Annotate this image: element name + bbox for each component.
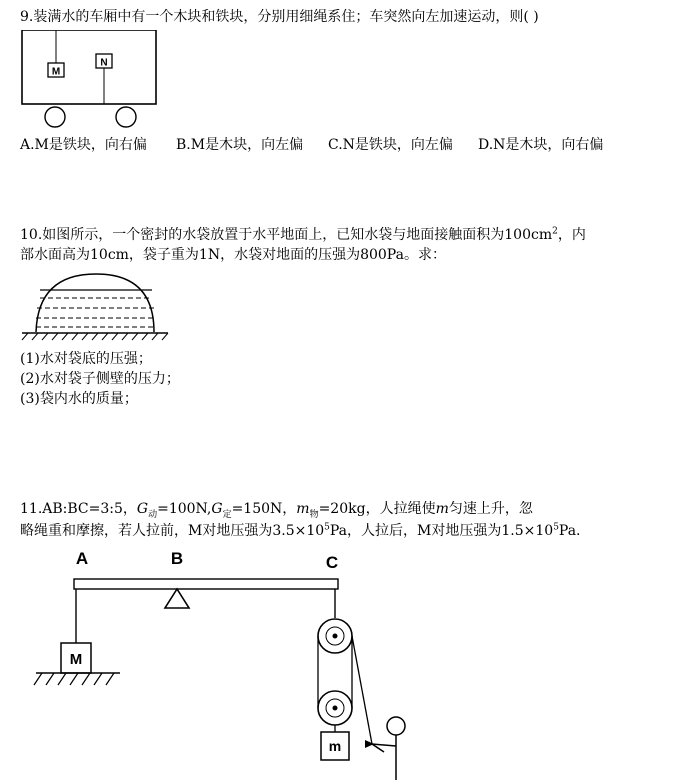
q10-stem-tail: ，内 bbox=[557, 227, 586, 243]
q10-part-1: (1)水对袋底的压强； bbox=[20, 351, 152, 367]
q10-stem-text: 10.如图所示，一个密封的水袋放置于水平地面上，已知水袋与地面接触面积为100cm bbox=[20, 227, 553, 243]
q10-area-exponent: 2 bbox=[552, 226, 558, 237]
person bbox=[372, 717, 405, 780]
q10-part-2: (2)水对袋子侧壁的压力； bbox=[20, 371, 180, 387]
rope-to-person bbox=[352, 636, 372, 744]
q11-line1-end: 匀速上升，忽 bbox=[448, 501, 533, 517]
q11-m-wu-sub: 物 bbox=[309, 509, 319, 520]
q10-water-bag-figure bbox=[20, 266, 170, 341]
q11-g-dong: G bbox=[136, 501, 149, 517]
q9-option-c: C.N是铁块，向左偏 bbox=[328, 137, 453, 153]
wheel-left bbox=[45, 107, 65, 127]
q9-option-d: D.N是木块，向右偏 bbox=[478, 137, 604, 153]
wheel-right bbox=[116, 107, 136, 127]
q11-stem-line2 bbox=[20, 522, 581, 540]
q11-line2-b: Pa，人拉后，M对地压强为1.5×10 bbox=[329, 523, 554, 539]
label-c: C bbox=[325, 553, 339, 572]
q9-cart-figure bbox=[20, 30, 170, 130]
q11-m-wu-val: =20kg，人拉绳使 bbox=[318, 501, 436, 517]
q11-exp-1: 5 bbox=[324, 522, 330, 533]
person-hand bbox=[365, 740, 374, 748]
lever-bar bbox=[74, 579, 338, 589]
water-bag-outline bbox=[36, 274, 154, 332]
q10-stem-line2: 部水面高为10cm，袋子重为1N，水袋对地面的压强为800Pa。求： bbox=[20, 247, 446, 263]
ground-m-hatching bbox=[34, 673, 114, 685]
q9-option-a: A.M是铁块，向右偏 bbox=[20, 137, 147, 153]
q11-g-dong-sub: 动 bbox=[148, 509, 158, 520]
q11-lever-pulley-figure bbox=[28, 548, 468, 780]
q11-stem-line1 bbox=[20, 500, 533, 518]
q11-line2-a: 略绳重和摩擦，若人拉前，M对地压强为3.5×10 bbox=[20, 523, 325, 539]
block-n-label: N bbox=[100, 57, 108, 69]
q9-option-b: B.M是木块，向左偏 bbox=[176, 137, 304, 153]
q11-g-ding-val: =150N， bbox=[231, 501, 297, 517]
q11-exp-2: 5 bbox=[553, 522, 559, 533]
cart-body bbox=[22, 30, 156, 104]
q10-stem-line1 bbox=[20, 226, 586, 244]
q11-ratio: 11.AB:BC=3:5， bbox=[20, 501, 137, 517]
q10-part-3: (3)袋内水的质量； bbox=[20, 391, 138, 407]
ground-hatching bbox=[22, 333, 168, 340]
q9-stem: 9.装满水的车厢中有一个木块和铁块，分别用细绳系住；车突然向左加速运动，则( ) bbox=[20, 9, 539, 25]
q11-g-ding: G bbox=[211, 501, 223, 517]
block-m-label: M bbox=[51, 66, 61, 78]
load-m-label: m bbox=[328, 738, 342, 754]
person-head bbox=[387, 717, 405, 735]
q11-g-dong-val: =100N, bbox=[157, 501, 212, 517]
q11-line2-c: Pa. bbox=[558, 523, 581, 539]
label-b: B bbox=[170, 549, 184, 568]
block-m-label: M bbox=[69, 651, 83, 668]
label-a: A bbox=[75, 549, 89, 568]
q11-m-wu: m bbox=[296, 501, 310, 517]
q11-m-var: m bbox=[435, 501, 449, 517]
q11-g-ding-sub: 定 bbox=[222, 509, 232, 520]
fulcrum bbox=[165, 589, 189, 608]
